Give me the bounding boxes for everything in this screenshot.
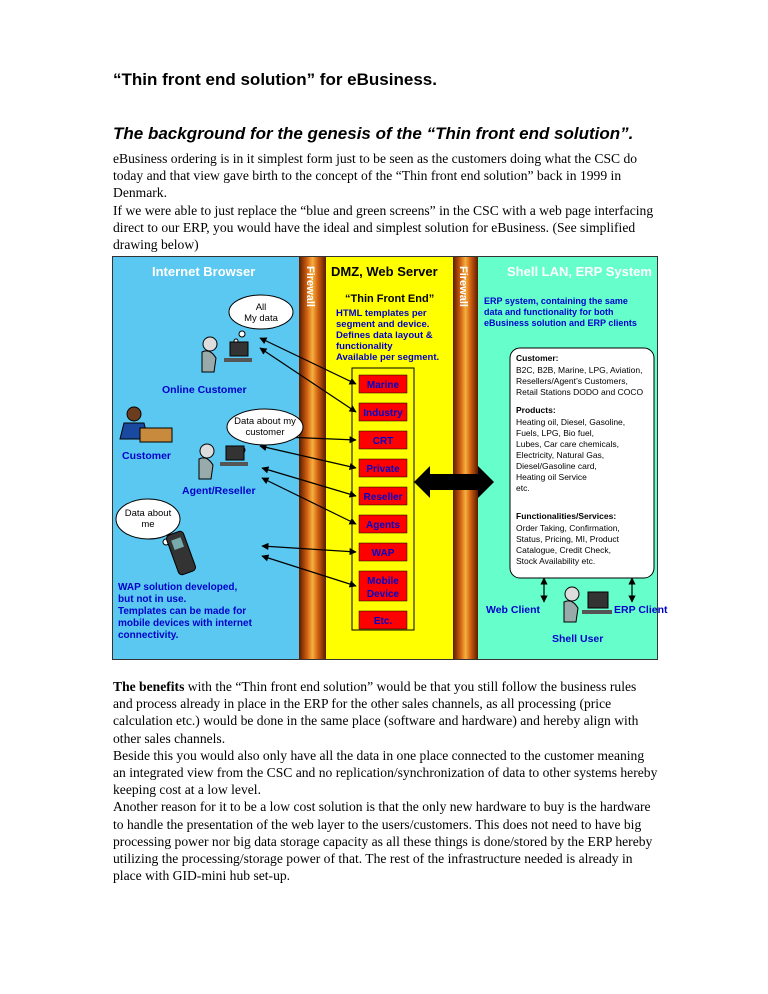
functionalities-heading: Functionalities/Services: [516, 511, 617, 521]
intro-paragraph-2: If we were able to just replace the “blue and green screens” in the CSC with a web page interfacing direct to our ERP, you would have the ideal and simplest solution for eBusiness. (See simplified drawing below) [113, 202, 654, 253]
document-title: “Thin front end solution” for eBusiness. [113, 70, 437, 89]
erp-client-label: ERP Client [614, 604, 668, 616]
wap-note-line: but not in use. [118, 594, 187, 605]
online-customer-label: Online Customer [162, 384, 247, 396]
shell-desc-line: ERP system, containing the same [484, 296, 628, 306]
segment-label: CRT [372, 436, 394, 447]
wap-note-line: WAP solution developed, [118, 582, 238, 593]
internet-title: Internet Browser [152, 264, 256, 279]
segment-label: Mobile [367, 576, 399, 587]
customer-line: Retail Stations DODO and COCO [516, 387, 644, 397]
functionalities-line: Status, Pricing, MI, Product [516, 534, 619, 544]
products-line: Heating oil, Diesel, Gasoline, [516, 417, 626, 427]
segment-label: Agents [366, 520, 400, 531]
products-line: Diesel/Gasoline card, [516, 461, 597, 471]
svg-text:customer: customer [245, 427, 285, 438]
wap-note-line: Templates can be made for [118, 606, 247, 617]
svg-text:me: me [141, 519, 155, 530]
svg-text:My data: My data [244, 313, 278, 324]
svg-text:All: All [255, 302, 267, 313]
segment-label: Marine [366, 380, 400, 391]
benefits-text: with the “Thin front end solution” would be that you still follow the business rules and process already in place in the ERP for the other sales channels, as all processing (price calculation etc.) would be done in the same place (software and hardware) and hereby align with other sales channels. [113, 679, 639, 746]
products-heading: Products: [516, 405, 556, 415]
products-line: Heating oil Service [516, 472, 587, 482]
body-text [113, 678, 658, 884]
customer-line: B2C, B2B, Marine, LPG, Aviation, [516, 365, 643, 375]
customer-heading: Customer: [516, 353, 559, 363]
dmz-desc-line: Available per segment. [336, 352, 440, 363]
segment-label: Device [366, 589, 400, 600]
products-line: Fuels, LPG, Bio fuel, [516, 428, 594, 438]
shell-user-label: Shell User [552, 633, 604, 645]
body-paragraph-1: Beside this you would also only have all the data in one place connected to the customer meaning an integrated view from the CSC and no replication/synchronization of data to other systems hereby keeping cost at a low level. [113, 747, 658, 798]
benefits-lead: The benefits [113, 679, 185, 694]
products-line: Lubes, Car care chemicals, [516, 439, 619, 449]
segment-label: Etc. [373, 616, 393, 627]
svg-text:Data about my: Data about my [234, 416, 296, 427]
body-paragraph-2: Another reason for it to be a low cost solution is that the only new hardware to buy is the hardware to handle the presentation of the web layer to the users/customers. This does not need to have big processing power nor big data storage capacity as all these things is done/stored by the ERP hereby utilizing the processing/storage power of that. The rest of the infrastructure needed is already in place with GID-mini hub set-up. [113, 799, 653, 884]
products-line: etc. [516, 483, 530, 493]
shell-desc-line: data and functionality for both [484, 307, 614, 317]
dmz-desc-line: HTML templates per [336, 308, 427, 319]
firewall-label-left: Firewall [304, 266, 316, 307]
svg-text:Data about: Data about [124, 508, 172, 519]
dmz-desc-line: Defines data layout & [336, 330, 433, 341]
section-heading: The background for the genesis of the “Thin front end solution”. [113, 124, 634, 143]
shell-title: Shell LAN, ERP System [507, 264, 652, 279]
segment-label: WAP [371, 548, 395, 559]
segment-label: Reseller [363, 492, 403, 503]
segment-label: Private [366, 464, 400, 475]
firewall-label-right: Firewall [457, 266, 469, 307]
products-line: Electricity, Natural Gas, [516, 450, 605, 460]
functionalities-line: Order Taking, Confirmation, [516, 523, 620, 533]
functionalities-line: Stock Availability etc. [516, 556, 596, 566]
wap-note-line: connectivity. [118, 630, 179, 641]
dmz-desc-line: segment and device. [336, 319, 430, 330]
firewall-right [453, 256, 478, 660]
intro-paragraph-1: eBusiness ordering is in it simplest form just to be seen as the customers doing what the CSC do today and that view gave birth to the concept of the “Thin front end solution” back in 1999 in Denmark. [113, 151, 638, 201]
web-client-label: Web Client [486, 604, 541, 616]
customer-line: Resellers/Agent’s Customers, [516, 376, 628, 386]
dmz-subtitle: “Thin Front End” [345, 293, 435, 305]
functionalities-line: Catalogue, Credit Check, [516, 545, 611, 555]
segment-label: Industry [363, 408, 403, 419]
architecture-diagram [112, 256, 668, 660]
dmz-desc-line: functionality [336, 341, 393, 352]
shell-desc-line: eBusiness solution and ERP clients [484, 318, 637, 328]
intro-text [113, 150, 658, 253]
wap-note-line: mobile devices with internet [118, 618, 252, 629]
benefits-paragraph [113, 678, 658, 747]
dmz-title: DMZ, Web Server [331, 264, 438, 279]
agent-reseller-label: Agent/Reseller [182, 485, 256, 497]
customer-label: Customer [122, 450, 172, 462]
